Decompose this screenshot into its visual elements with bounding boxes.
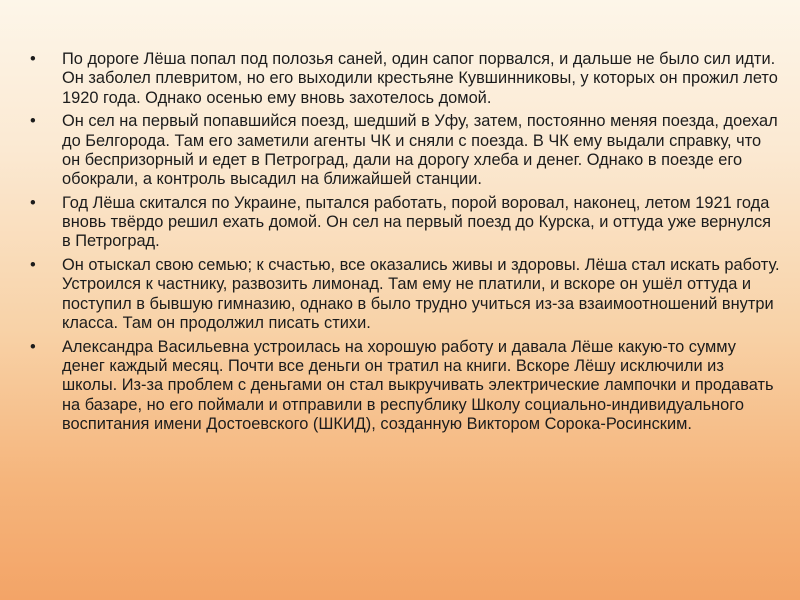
bullet-dot-icon: •: [30, 256, 36, 275]
bullet-item-4: [30, 256, 780, 333]
bullet-list: [30, 50, 780, 439]
bullet-dot-icon: •: [30, 112, 36, 131]
bullet-dot-icon: •: [30, 50, 36, 68]
bullet-dot-icon: •: [30, 193, 36, 212]
bullet-item-5: [30, 338, 780, 434]
bullet-item-3: [30, 194, 780, 252]
bullet-item-2: [30, 112, 780, 189]
bullet-text: Он сел на первый попавшийся поезд, шедший в Уфу, затем, постоянно меняя поезда, доехал до Белгорода. Там его заметили агенты ЧК и сняли с поезда. В ЧК ему выдали справку, что он беспризорный и едет в Петроград, дали на дорогу хлеба и денег. Однако в поезде его обокрали, а контроль высадил на ближайшей станции.: [62, 112, 778, 189]
bullet-text: По дороге Лёша попал под полозья саней, один сапог порвался, и дальше не было сил идти. Он заболел плевритом, но его выходили крестьяне Кувшинниковы, у которых он прожил лето 1920 года. Однако осенью ему вновь захотелось домой.: [62, 50, 778, 107]
bullet-dot-icon: •: [30, 337, 36, 356]
bullet-text: Он отыскал свою семью; к счастью, все оказались живы и здоровы. Лёша стал искать работу. Устроился к частнику, развозить лимонад. Там ему не платили, и вскоре он ушёл оттуда и поступил в бывшую гимназию, однако в было трудно учиться из-за взаимоотношений внутри класса. Там он продолжил писать стихи.: [62, 256, 780, 333]
bullet-item-1: [30, 50, 780, 108]
bullet-text: Александра Васильевна устроилась на хорошую работу и давала Лёше какую-то сумму денег каждый месяц. Почти все деньги он тратил на книги. Вскоре Лёшу исключили из школы. Из-за проблем с деньгами он стал выкручивать электрические лампочки и продавать на базаре, но его поймали и отправили в республику Школу социально-индивидуального воспитания имени Достоевского (ШКИД), созданную Виктором Сорока-Росинским.: [62, 337, 774, 433]
bullet-text: Год Лёша скитался по Украине, пытался работать, порой воровал, наконец, летом 1921 года вновь твёрдо решил ехать домой. Он сел на первый поезд до Курска, и оттуда уже вернулся в Петроград.: [62, 193, 772, 251]
